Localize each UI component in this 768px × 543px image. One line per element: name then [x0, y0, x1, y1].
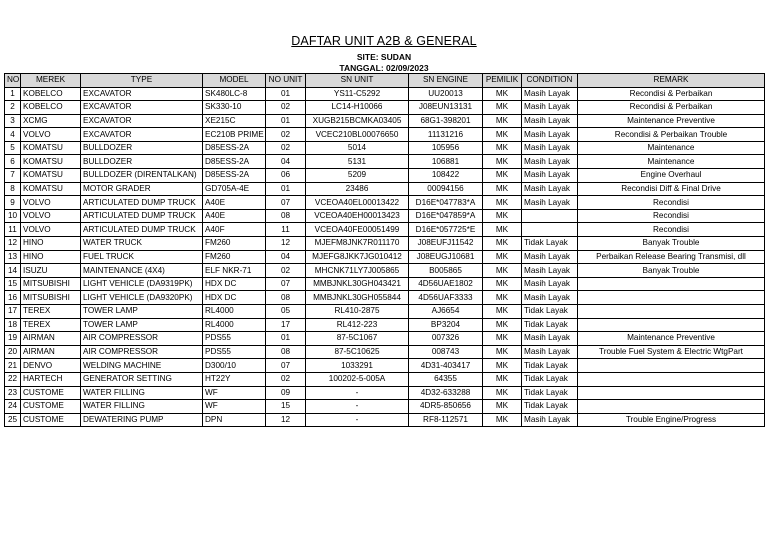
- table-row: [5, 209, 765, 223]
- col-pemilik-cell: MK: [483, 305, 522, 319]
- col-sn-engine-cell: J08EUFJ11542: [409, 237, 483, 251]
- col-no-cell: 25: [5, 413, 21, 427]
- col-no-unit-cell: 09: [266, 386, 306, 400]
- col-no-unit-cell: 07: [266, 359, 306, 373]
- col-type-cell: AIR COMPRESSOR: [81, 345, 203, 359]
- col-no-unit-cell: 01: [266, 182, 306, 196]
- col-sn-engine-cell: 4D56UAE1802: [409, 277, 483, 291]
- col-no-unit-cell: 04: [266, 155, 306, 169]
- col-no-unit-cell: 08: [266, 291, 306, 305]
- col-pemilik-cell: MK: [483, 386, 522, 400]
- col-model-cell: WF: [203, 386, 266, 400]
- col-merek-cell: KOMATSU: [21, 182, 81, 196]
- col-type-header: TYPE: [81, 74, 203, 88]
- col-merek-cell: XCMG: [21, 114, 81, 128]
- col-sn-engine-cell: 008743: [409, 345, 483, 359]
- col-no-unit-cell: 11: [266, 223, 306, 237]
- col-sn-engine-cell: 106881: [409, 155, 483, 169]
- col-pemilik-cell: MK: [483, 87, 522, 101]
- col-remark-cell: Recondisi Diff & Final Drive: [578, 182, 765, 196]
- col-merek-cell: HINO: [21, 250, 81, 264]
- col-merek-cell: ISUZU: [21, 264, 81, 278]
- col-condition-cell: Tidak Layak: [522, 237, 578, 251]
- col-sn-engine-cell: D16E*047859*A: [409, 209, 483, 223]
- col-merek-cell: KOMATSU: [21, 155, 81, 169]
- date-label: TANGGAL: 02/09/2023: [339, 63, 429, 73]
- col-type-cell: EXCAVATOR: [81, 101, 203, 115]
- col-remark-cell: Maintenance: [578, 141, 765, 155]
- col-remark-cell: [578, 305, 765, 319]
- table-row: [5, 155, 765, 169]
- col-no-cell: 9: [5, 196, 21, 210]
- col-remark-cell: Trouble Engine/Progress: [578, 413, 765, 427]
- col-remark-cell: Recondisi & Perbaikan: [578, 101, 765, 115]
- col-sn-unit-cell: MMBJNKL30GH055844: [306, 291, 409, 305]
- col-type-cell: WATER FILLING: [81, 386, 203, 400]
- col-model-cell: HDX DC: [203, 291, 266, 305]
- col-type-cell: LIGHT VEHICLE (DA9320PK): [81, 291, 203, 305]
- col-remark-cell: Banyak Trouble: [578, 264, 765, 278]
- table-row: [5, 291, 765, 305]
- col-type-cell: BULLDOZER: [81, 155, 203, 169]
- table-row: [5, 169, 765, 183]
- col-no-cell: 21: [5, 359, 21, 373]
- col-pemilik-cell: MK: [483, 400, 522, 414]
- col-sn-engine-cell: J08EUGJ10681: [409, 250, 483, 264]
- col-sn-unit-cell: MHCNK71LY7J005865: [306, 264, 409, 278]
- col-condition-cell: Masih Layak: [522, 141, 578, 155]
- col-type-cell: EXCAVATOR: [81, 87, 203, 101]
- col-sn-unit-cell: -: [306, 400, 409, 414]
- col-remark-cell: Recondisi: [578, 196, 765, 210]
- col-remark-cell: Perbaikan Release Bearing Transmisi, dll: [578, 250, 765, 264]
- col-model-cell: XE215C: [203, 114, 266, 128]
- col-no-cell: 6: [5, 155, 21, 169]
- col-no-unit-cell: 01: [266, 114, 306, 128]
- col-sn-unit-cell: VCEOA40EH00013423: [306, 209, 409, 223]
- col-remark-cell: Maintenance: [578, 155, 765, 169]
- col-model-cell: ELF NKR-71: [203, 264, 266, 278]
- col-pemilik-cell: MK: [483, 182, 522, 196]
- col-type-cell: ARTICULATED DUMP TRUCK: [81, 223, 203, 237]
- col-pemilik-cell: MK: [483, 372, 522, 386]
- col-sn-engine-cell: 007326: [409, 332, 483, 346]
- col-merek-cell: TEREX: [21, 318, 81, 332]
- col-remark-cell: Trouble Fuel System & Electric WtgPart: [578, 345, 765, 359]
- col-no-unit-cell: 08: [266, 209, 306, 223]
- col-sn-engine-cell: 68G1-398201: [409, 114, 483, 128]
- col-condition-cell: Masih Layak: [522, 277, 578, 291]
- table-row: [5, 400, 765, 414]
- col-sn-unit-cell: LC14-H10066: [306, 101, 409, 115]
- col-sn-unit-cell: RL412-223: [306, 318, 409, 332]
- col-condition-cell: Tidak Layak: [522, 318, 578, 332]
- col-merek-cell: MITSUBISHI: [21, 277, 81, 291]
- col-model-cell: GD705A-4E: [203, 182, 266, 196]
- col-pemilik-header: PEMILIK: [483, 74, 522, 88]
- col-model-cell: RL4000: [203, 305, 266, 319]
- col-sn-unit-cell: 100202-5-005A: [306, 372, 409, 386]
- col-pemilik-cell: MK: [483, 141, 522, 155]
- col-pemilik-cell: MK: [483, 223, 522, 237]
- col-remark-cell: Recondisi & Perbaikan Trouble: [578, 128, 765, 142]
- table-row: [5, 305, 765, 319]
- col-remark-cell: [578, 277, 765, 291]
- col-type-cell: MAINTENANCE (4X4): [81, 264, 203, 278]
- col-sn-unit-cell: VCEOA40FE00051499: [306, 223, 409, 237]
- col-condition-cell: Masih Layak: [522, 169, 578, 183]
- col-sn-unit-cell: -: [306, 386, 409, 400]
- col-model-cell: D85ESS-2A: [203, 169, 266, 183]
- col-no-unit-cell: 05: [266, 305, 306, 319]
- col-model-cell: D85ESS-2A: [203, 155, 266, 169]
- col-sn-unit-header: SN UNIT: [306, 74, 409, 88]
- col-condition-cell: Masih Layak: [522, 291, 578, 305]
- col-sn-engine-cell: 64355: [409, 372, 483, 386]
- col-sn-unit-cell: RL410-2875: [306, 305, 409, 319]
- col-condition-header: CONDITION: [522, 74, 578, 88]
- col-model-cell: HDX DC: [203, 277, 266, 291]
- col-merek-cell: VOLVO: [21, 209, 81, 223]
- col-no-unit-cell: 17: [266, 318, 306, 332]
- col-merek-cell: DENVO: [21, 359, 81, 373]
- col-no-cell: 4: [5, 128, 21, 142]
- col-no-cell: 2: [5, 101, 21, 115]
- col-no-cell: 17: [5, 305, 21, 319]
- col-no-cell: 20: [5, 345, 21, 359]
- col-sn-unit-cell: 1033291: [306, 359, 409, 373]
- col-pemilik-cell: MK: [483, 114, 522, 128]
- site-label: SITE: SUDAN: [356, 52, 412, 62]
- col-no-unit-cell: 07: [266, 196, 306, 210]
- col-no-unit-cell: 02: [266, 101, 306, 115]
- col-type-cell: LIGHT VEHICLE (DA9319PK): [81, 277, 203, 291]
- col-no-unit-cell: 01: [266, 332, 306, 346]
- col-remark-cell: Maintenance Preventive: [578, 114, 765, 128]
- col-sn-unit-cell: XUGB215BCMKA03405: [306, 114, 409, 128]
- col-condition-cell: Masih Layak: [522, 264, 578, 278]
- col-type-cell: BULLDOZER (DIRENTALKAN): [81, 169, 203, 183]
- col-type-cell: TOWER LAMP: [81, 305, 203, 319]
- col-sn-engine-cell: 4D31-403417: [409, 359, 483, 373]
- table-row: [5, 237, 765, 251]
- col-no-cell: 11: [5, 223, 21, 237]
- col-sn-engine-cell: 105956: [409, 141, 483, 155]
- col-sn-unit-cell: 5014: [306, 141, 409, 155]
- col-merek-cell: KOMATSU: [21, 141, 81, 155]
- col-type-cell: DEWATERING PUMP: [81, 413, 203, 427]
- col-model-header: MODEL: [203, 74, 266, 88]
- col-no-unit-cell: 12: [266, 237, 306, 251]
- col-type-cell: BULLDOZER: [81, 141, 203, 155]
- table-row: [5, 345, 765, 359]
- col-sn-unit-cell: -: [306, 413, 409, 427]
- col-sn-engine-header: SN ENGINE: [409, 74, 483, 88]
- col-merek-cell: KOMATSU: [21, 169, 81, 183]
- col-sn-engine-cell: AJ6654: [409, 305, 483, 319]
- col-condition-cell: Masih Layak: [522, 250, 578, 264]
- col-condition-cell: Masih Layak: [522, 182, 578, 196]
- col-condition-cell: Masih Layak: [522, 114, 578, 128]
- table-row: [5, 101, 765, 115]
- col-model-cell: SK330-10: [203, 101, 266, 115]
- col-pemilik-cell: MK: [483, 237, 522, 251]
- col-merek-cell: VOLVO: [21, 196, 81, 210]
- col-pemilik-cell: MK: [483, 250, 522, 264]
- col-sn-unit-cell: VCEOA40EL00013422: [306, 196, 409, 210]
- col-merek-cell: VOLVO: [21, 223, 81, 237]
- col-sn-engine-cell: 00094156: [409, 182, 483, 196]
- col-condition-cell: Masih Layak: [522, 87, 578, 101]
- col-condition-cell: Masih Layak: [522, 128, 578, 142]
- col-sn-unit-cell: VCEC210BL00076650: [306, 128, 409, 142]
- col-sn-unit-cell: MJEFG8JKK7JG010412: [306, 250, 409, 264]
- col-no-cell: 13: [5, 250, 21, 264]
- col-condition-cell: Masih Layak: [522, 332, 578, 346]
- col-no-cell: 12: [5, 237, 21, 251]
- col-merek-cell: HARTECH: [21, 372, 81, 386]
- col-sn-engine-cell: 4D56UAF3333: [409, 291, 483, 305]
- col-merek-cell: CUSTOME: [21, 413, 81, 427]
- col-no-unit-cell: 08: [266, 345, 306, 359]
- col-model-cell: D85ESS-2A: [203, 141, 266, 155]
- col-condition-cell: Masih Layak: [522, 101, 578, 115]
- col-sn-unit-cell: 87-5C1067: [306, 332, 409, 346]
- col-pemilik-cell: MK: [483, 359, 522, 373]
- col-model-cell: DPN: [203, 413, 266, 427]
- col-remark-cell: Maintenance Preventive: [578, 332, 765, 346]
- col-pemilik-cell: MK: [483, 209, 522, 223]
- table-row: [5, 128, 765, 142]
- col-sn-engine-cell: BP3204: [409, 318, 483, 332]
- col-type-cell: GENERATOR SETTING: [81, 372, 203, 386]
- page-title: DAFTAR UNIT A2B & GENERAL: [291, 34, 477, 48]
- col-merek-cell: AIRMAN: [21, 332, 81, 346]
- col-merek-cell: AIRMAN: [21, 345, 81, 359]
- col-no-unit-cell: 02: [266, 372, 306, 386]
- col-type-cell: ARTICULATED DUMP TRUCK: [81, 209, 203, 223]
- col-remark-cell: [578, 372, 765, 386]
- col-no-cell: 5: [5, 141, 21, 155]
- col-pemilik-cell: MK: [483, 264, 522, 278]
- col-sn-engine-cell: J08EUN13131: [409, 101, 483, 115]
- col-no-unit-cell: 02: [266, 128, 306, 142]
- col-pemilik-cell: MK: [483, 128, 522, 142]
- col-type-cell: TOWER LAMP: [81, 318, 203, 332]
- col-condition-cell: Tidak Layak: [522, 359, 578, 373]
- col-condition-cell: Tidak Layak: [522, 305, 578, 319]
- col-pemilik-cell: MK: [483, 155, 522, 169]
- col-merek-cell: CUSTOME: [21, 400, 81, 414]
- col-sn-engine-cell: B005865: [409, 264, 483, 278]
- col-model-cell: D300/10: [203, 359, 266, 373]
- col-condition-cell: [522, 209, 578, 223]
- table-header-row: [5, 74, 765, 88]
- col-sn-engine-cell: RF8-112571: [409, 413, 483, 427]
- col-remark-cell: [578, 318, 765, 332]
- col-no-cell: 7: [5, 169, 21, 183]
- col-merek-cell: HINO: [21, 237, 81, 251]
- col-condition-cell: Masih Layak: [522, 196, 578, 210]
- table-row: [5, 318, 765, 332]
- col-model-cell: A40E: [203, 196, 266, 210]
- table-row: [5, 87, 765, 101]
- col-condition-cell: Masih Layak: [522, 345, 578, 359]
- col-pemilik-cell: MK: [483, 277, 522, 291]
- col-type-cell: EXCAVATOR: [81, 114, 203, 128]
- table-row: [5, 264, 765, 278]
- col-sn-unit-cell: MMBJNKL30GH043421: [306, 277, 409, 291]
- col-sn-unit-cell: YS11-C5292: [306, 87, 409, 101]
- col-merek-cell: MITSUBISHI: [21, 291, 81, 305]
- table-row: [5, 413, 765, 427]
- col-merek-cell: KOBELCO: [21, 87, 81, 101]
- col-pemilik-cell: MK: [483, 345, 522, 359]
- col-remark-cell: [578, 291, 765, 305]
- col-no-unit-cell: 02: [266, 264, 306, 278]
- col-pemilik-cell: MK: [483, 169, 522, 183]
- col-no-cell: 23: [5, 386, 21, 400]
- col-type-cell: ARTICULATED DUMP TRUCK: [81, 196, 203, 210]
- col-type-cell: MOTOR GRADER: [81, 182, 203, 196]
- col-remark-cell: Recondisi: [578, 209, 765, 223]
- col-no-unit-cell: 07: [266, 277, 306, 291]
- col-sn-unit-cell: 5209: [306, 169, 409, 183]
- col-no-cell: 24: [5, 400, 21, 414]
- col-merek-cell: TEREX: [21, 305, 81, 319]
- col-no-cell: 8: [5, 182, 21, 196]
- col-sn-unit-cell: 23486: [306, 182, 409, 196]
- col-model-cell: PDS55: [203, 345, 266, 359]
- col-model-cell: FM260: [203, 237, 266, 251]
- col-remark-cell: [578, 359, 765, 373]
- table-row: [5, 372, 765, 386]
- table-row: [5, 386, 765, 400]
- col-pemilik-cell: MK: [483, 413, 522, 427]
- col-model-cell: EC210B PRIME: [203, 128, 266, 142]
- col-sn-engine-cell: D16E*057725*E: [409, 223, 483, 237]
- col-type-cell: WELDING MACHINE: [81, 359, 203, 373]
- col-no-unit-cell: 01: [266, 87, 306, 101]
- col-model-cell: A40E: [203, 209, 266, 223]
- col-pemilik-cell: MK: [483, 196, 522, 210]
- col-remark-cell: Recondisi: [578, 223, 765, 237]
- col-no-cell: 16: [5, 291, 21, 305]
- col-condition-cell: Tidak Layak: [522, 386, 578, 400]
- col-condition-cell: Masih Layak: [522, 155, 578, 169]
- col-type-cell: WATER FILLING: [81, 400, 203, 414]
- table-row: [5, 114, 765, 128]
- table-row: [5, 196, 765, 210]
- col-remark-cell: [578, 400, 765, 414]
- col-sn-engine-cell: 4DR5-850656: [409, 400, 483, 414]
- col-sn-engine-cell: 4D32-633288: [409, 386, 483, 400]
- col-model-cell: A40F: [203, 223, 266, 237]
- col-remark-header: REMARK: [578, 74, 765, 88]
- col-model-cell: FM260: [203, 250, 266, 264]
- table-body: [5, 87, 765, 427]
- col-sn-unit-cell: 87-5C10625: [306, 345, 409, 359]
- col-no-cell: 19: [5, 332, 21, 346]
- col-pemilik-cell: MK: [483, 291, 522, 305]
- col-no-unit-cell: 15: [266, 400, 306, 414]
- col-no-cell: 15: [5, 277, 21, 291]
- col-sn-engine-cell: D16E*047783*A: [409, 196, 483, 210]
- col-no-header: NO: [5, 74, 21, 88]
- col-no-cell: 1: [5, 87, 21, 101]
- table-row: [5, 359, 765, 373]
- col-no-unit-cell: 04: [266, 250, 306, 264]
- col-pemilik-cell: MK: [483, 318, 522, 332]
- col-pemilik-cell: MK: [483, 101, 522, 115]
- table-row: [5, 277, 765, 291]
- col-sn-engine-cell: 11131216: [409, 128, 483, 142]
- col-condition-cell: Tidak Layak: [522, 372, 578, 386]
- col-merek-cell: KOBELCO: [21, 101, 81, 115]
- col-type-cell: WATER TRUCK: [81, 237, 203, 251]
- col-remark-cell: Engine Overhaul: [578, 169, 765, 183]
- col-merek-cell: CUSTOME: [21, 386, 81, 400]
- table-row: [5, 250, 765, 264]
- col-remark-cell: [578, 386, 765, 400]
- col-merek-cell: VOLVO: [21, 128, 81, 142]
- table-row: [5, 223, 765, 237]
- table-row: [5, 141, 765, 155]
- col-model-cell: WF: [203, 400, 266, 414]
- col-model-cell: PDS55: [203, 332, 266, 346]
- col-model-cell: RL4000: [203, 318, 266, 332]
- col-type-cell: FUEL TRUCK: [81, 250, 203, 264]
- col-no-unit-header: NO UNIT: [266, 74, 306, 88]
- col-type-cell: EXCAVATOR: [81, 128, 203, 142]
- col-no-unit-cell: 12: [266, 413, 306, 427]
- col-merek-header: MEREK: [21, 74, 81, 88]
- col-sn-engine-cell: UU20013: [409, 87, 483, 101]
- col-sn-unit-cell: MJEFM8JNK7R011170: [306, 237, 409, 251]
- col-remark-cell: Recondisi & Perbaikan: [578, 87, 765, 101]
- unit-table: [4, 73, 765, 427]
- table-row: [5, 332, 765, 346]
- col-model-cell: SK480LC-8: [203, 87, 266, 101]
- table-row: [5, 182, 765, 196]
- col-condition-cell: Masih Layak: [522, 413, 578, 427]
- col-condition-cell: [522, 223, 578, 237]
- col-model-cell: HT22Y: [203, 372, 266, 386]
- col-pemilik-cell: MK: [483, 332, 522, 346]
- col-remark-cell: Banyak Trouble: [578, 237, 765, 251]
- col-no-cell: 3: [5, 114, 21, 128]
- col-no-unit-cell: 06: [266, 169, 306, 183]
- col-no-cell: 22: [5, 372, 21, 386]
- col-no-cell: 10: [5, 209, 21, 223]
- col-sn-unit-cell: 5131: [306, 155, 409, 169]
- col-no-cell: 18: [5, 318, 21, 332]
- col-type-cell: AIR COMPRESSOR: [81, 332, 203, 346]
- col-sn-engine-cell: 108422: [409, 169, 483, 183]
- col-condition-cell: Tidak Layak: [522, 400, 578, 414]
- col-no-unit-cell: 02: [266, 141, 306, 155]
- col-no-cell: 14: [5, 264, 21, 278]
